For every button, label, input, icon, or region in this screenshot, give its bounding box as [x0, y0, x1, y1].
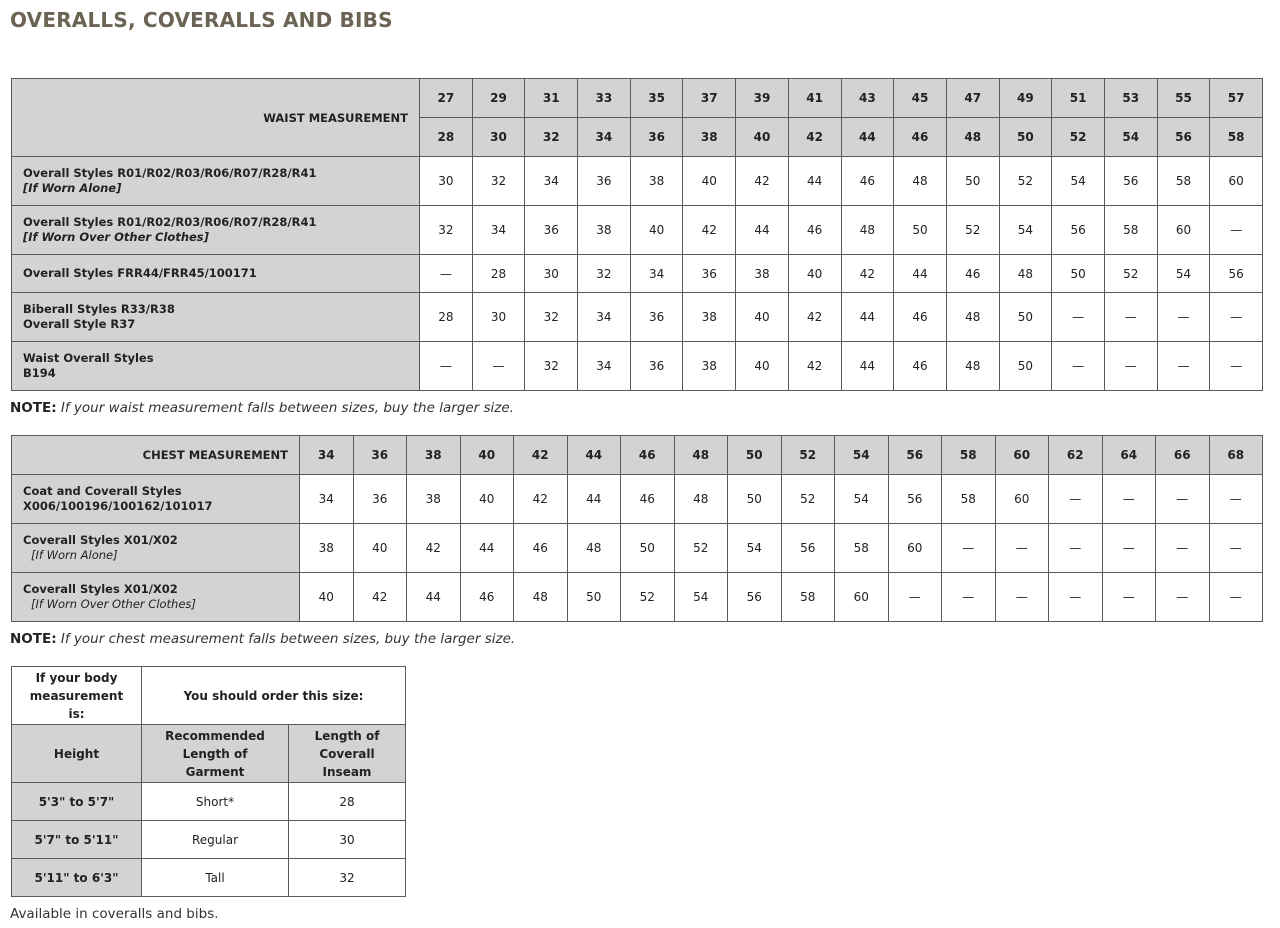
chest-header-label: CHEST MEASUREMENT [12, 436, 300, 475]
chest-size-header: 36 [353, 436, 407, 475]
table-cell: 40 [630, 206, 683, 255]
waist-size-header: 56 [1157, 118, 1210, 157]
chest-note-prefix: NOTE: [10, 631, 57, 647]
table-cell: 40 [683, 157, 736, 206]
row-label-sub: [If Worn Over Other Clothes] [23, 230, 209, 244]
table-cell: — [1102, 475, 1156, 524]
waist-size-header: 57 [1210, 79, 1263, 118]
table-cell: 58 [781, 573, 835, 622]
waist-size-header: 48 [946, 118, 999, 157]
table-cell: 56 [781, 524, 835, 573]
table-cell: 34 [578, 342, 631, 391]
table-cell: 56 [1210, 255, 1263, 293]
table-cell: — [1102, 524, 1156, 573]
table-cell: — [1210, 206, 1263, 255]
waist-size-header: 45 [894, 79, 947, 118]
table-cell: 44 [567, 475, 621, 524]
table-cell: — [1104, 342, 1157, 391]
table-cell: 28 [420, 293, 473, 342]
table-cell: 60 [995, 475, 1049, 524]
chest-size-header: 60 [995, 436, 1049, 475]
table-cell: 44 [736, 206, 789, 255]
table-cell: 30 [472, 293, 525, 342]
table-cell: — [1209, 475, 1263, 524]
table-cell: 36 [525, 206, 578, 255]
table-cell: 30 [525, 255, 578, 293]
table-cell: 42 [841, 255, 894, 293]
table-cell: 48 [894, 157, 947, 206]
table-cell: 50 [894, 206, 947, 255]
waist-size-header: 40 [736, 118, 789, 157]
table-cell: 36 [630, 342, 683, 391]
waist-note-text: If your waist measurement falls between sizes, buy the larger size. [56, 400, 514, 416]
waist-size-header: 29 [472, 79, 525, 118]
table-cell: 38 [578, 206, 631, 255]
table-cell: 50 [728, 475, 782, 524]
row-label [12, 255, 420, 293]
table-cell: 36 [578, 157, 631, 206]
table-cell: 42 [683, 206, 736, 255]
waist-size-header: 34 [578, 118, 631, 157]
waist-size-header: 42 [788, 118, 841, 157]
table-cell: 36 [630, 293, 683, 342]
waist-size-header: 49 [999, 79, 1052, 118]
table-cell: — [472, 342, 525, 391]
waist-size-header: 39 [736, 79, 789, 118]
table-cell: 54 [999, 206, 1052, 255]
waist-size-header: 35 [630, 79, 683, 118]
table-cell: — [942, 573, 996, 622]
col-length: Recommended Length of Garment [142, 725, 289, 783]
table-cell: 60 [1157, 206, 1210, 255]
table-row [12, 859, 406, 897]
height-length-table [11, 666, 406, 897]
col-height: Height [12, 725, 142, 783]
table-cell: 44 [894, 255, 947, 293]
waist-size-table [11, 78, 1263, 391]
waist-size-header: 32 [525, 118, 578, 157]
table-cell: 32 [578, 255, 631, 293]
table-cell: — [888, 573, 942, 622]
waist-size-header: 52 [1052, 118, 1105, 157]
table-cell: 52 [781, 475, 835, 524]
table-cell: 40 [788, 255, 841, 293]
chest-size-header: 34 [300, 436, 354, 475]
table-cell: 32 [472, 157, 525, 206]
chest-size-header: 66 [1156, 436, 1210, 475]
table-cell: 60 [888, 524, 942, 573]
table-cell: 44 [841, 342, 894, 391]
chest-size-header: 56 [888, 436, 942, 475]
chest-size-header: 50 [728, 436, 782, 475]
table-cell: 40 [736, 293, 789, 342]
waist-size-header: 38 [683, 118, 736, 157]
table-cell: 54 [1052, 157, 1105, 206]
footer-note: Available in coveralls and bibs. [10, 906, 219, 922]
table-cell: 44 [841, 293, 894, 342]
table-row [12, 206, 1263, 255]
chest-size-header: 42 [514, 436, 568, 475]
table-cell: 60 [835, 573, 889, 622]
row-label [12, 206, 420, 255]
table-cell: 50 [999, 293, 1052, 342]
row-label-text: Coverall Styles X01/X02 [23, 533, 178, 547]
row-label [12, 293, 420, 342]
table-cell: — [1052, 293, 1105, 342]
row-label [12, 573, 300, 622]
table-row [12, 255, 1263, 293]
table-cell: 56 [1104, 157, 1157, 206]
waist-size-header: 33 [578, 79, 631, 118]
table-cell: 42 [514, 475, 568, 524]
table-row [12, 293, 1263, 342]
chest-size-header: 40 [460, 436, 514, 475]
row-label-text: Waist Overall Styles [23, 351, 154, 365]
table-cell: — [420, 342, 473, 391]
table-cell: 32 [525, 293, 578, 342]
table-cell: — [1156, 524, 1210, 573]
table-cell: — [942, 524, 996, 573]
col-inseam: Length of Coverall Inseam [289, 725, 406, 783]
table-cell: 38 [683, 342, 736, 391]
table-cell: — [1049, 524, 1103, 573]
table-row [12, 475, 1263, 524]
table-cell: — [1209, 524, 1263, 573]
waist-size-header: 28 [420, 118, 473, 157]
table-row [12, 573, 1263, 622]
table-cell: 42 [788, 342, 841, 391]
table-cell: 54 [835, 475, 889, 524]
chest-size-header: 64 [1102, 436, 1156, 475]
table-cell: 58 [1157, 157, 1210, 206]
table-cell: — [1049, 573, 1103, 622]
table-cell: 50 [567, 573, 621, 622]
row-label-text: Overall Styles R01/R02/R03/R06/R07/R28/R41 [23, 215, 317, 229]
chest-size-table [11, 435, 1263, 622]
row-label [12, 524, 300, 573]
head-right: You should order this size: [142, 667, 406, 725]
table-cell: — [1049, 475, 1103, 524]
table-cell: 38 [736, 255, 789, 293]
table-cell: 56 [1052, 206, 1105, 255]
table-cell: 46 [788, 206, 841, 255]
table-cell: 52 [674, 524, 728, 573]
table-cell: — [1052, 342, 1105, 391]
chest-size-header: 62 [1049, 436, 1103, 475]
inseam-cell: 32 [289, 859, 406, 897]
table-cell: 46 [894, 293, 947, 342]
table-cell: 54 [728, 524, 782, 573]
waist-size-header: 53 [1104, 79, 1157, 118]
table-cell: 38 [683, 293, 736, 342]
table-cell: 40 [300, 573, 354, 622]
chest-note-text: If your chest measurement falls between sizes, buy the larger size. [56, 631, 516, 647]
waist-size-header: 44 [841, 118, 894, 157]
waist-size-header: 47 [946, 79, 999, 118]
waist-size-header: 37 [683, 79, 736, 118]
height-cell: 5'3" to 5'7" [12, 783, 142, 821]
waist-size-header: 43 [841, 79, 894, 118]
table-cell: 34 [630, 255, 683, 293]
table-cell: — [995, 573, 1049, 622]
table-cell: 56 [728, 573, 782, 622]
table-cell: 50 [999, 342, 1052, 391]
row-label [12, 342, 420, 391]
table-cell: 48 [514, 573, 568, 622]
height-cell: 5'11" to 6'3" [12, 859, 142, 897]
length-cell: Short* [142, 783, 289, 821]
table-cell: 38 [407, 475, 461, 524]
table-row [12, 821, 406, 859]
table-cell: 36 [353, 475, 407, 524]
table-cell: 58 [1104, 206, 1157, 255]
table-cell: 50 [621, 524, 675, 573]
waist-size-header: 54 [1104, 118, 1157, 157]
table-cell: 58 [835, 524, 889, 573]
row-label-sub: [If Worn Alone] [23, 181, 122, 195]
table-cell: 34 [300, 475, 354, 524]
row-label-text: Coverall Styles X01/X02 [23, 582, 178, 596]
waist-note [10, 400, 514, 416]
waist-size-header: 36 [630, 118, 683, 157]
row-label-sub: [If Worn Over Other Clothes] [31, 597, 196, 611]
table-cell: 48 [841, 206, 894, 255]
waist-size-header: 55 [1157, 79, 1210, 118]
row-label-text-2: B194 [23, 366, 56, 380]
table-cell: 28 [472, 255, 525, 293]
table-cell: 60 [1210, 157, 1263, 206]
row-label-text: Overall Styles R01/R02/R03/R06/R07/R28/R41 [23, 166, 317, 180]
row-label [12, 157, 420, 206]
table-cell: 52 [946, 206, 999, 255]
row-label-text: Biberall Styles R33/R38 [23, 302, 175, 316]
row-label-text-2: Overall Style R37 [23, 317, 136, 331]
table-cell: 40 [353, 524, 407, 573]
waist-size-header: 58 [1210, 118, 1263, 157]
table-cell: — [1157, 293, 1210, 342]
chest-size-header: 48 [674, 436, 728, 475]
table-cell: 44 [788, 157, 841, 206]
table-row [12, 157, 1263, 206]
table-cell: — [1209, 573, 1263, 622]
waist-note-prefix: NOTE: [10, 400, 57, 416]
row-label-text: Overall Styles FRR44/FRR45/100171 [23, 266, 257, 280]
table-cell: 54 [1157, 255, 1210, 293]
table-cell: 42 [736, 157, 789, 206]
table-cell: — [1210, 293, 1263, 342]
table-cell: — [995, 524, 1049, 573]
waist-header-label: WAIST MEASUREMENT [12, 79, 420, 157]
chest-size-header: 46 [621, 436, 675, 475]
waist-size-header: 46 [894, 118, 947, 157]
table-cell: 44 [460, 524, 514, 573]
table-cell: 46 [460, 573, 514, 622]
table-row [12, 342, 1263, 391]
chest-size-header: 54 [835, 436, 889, 475]
chest-size-header: 58 [942, 436, 996, 475]
table-cell: 50 [946, 157, 999, 206]
chest-size-header: 38 [407, 436, 461, 475]
table-cell: 46 [621, 475, 675, 524]
inseam-cell: 30 [289, 821, 406, 859]
table-cell: 46 [514, 524, 568, 573]
table-cell: — [1156, 475, 1210, 524]
table-cell: 38 [630, 157, 683, 206]
table-cell: 52 [999, 157, 1052, 206]
table-cell: 42 [407, 524, 461, 573]
waist-size-header: 30 [472, 118, 525, 157]
table-cell: 32 [525, 342, 578, 391]
table-cell: 34 [472, 206, 525, 255]
table-cell: 40 [736, 342, 789, 391]
table-cell: 48 [946, 293, 999, 342]
chest-size-header: 52 [781, 436, 835, 475]
table-cell: — [1102, 573, 1156, 622]
table-cell: 42 [353, 573, 407, 622]
table-cell: — [1210, 342, 1263, 391]
table-cell: 32 [420, 206, 473, 255]
row-label-sub: [If Worn Alone] [31, 548, 118, 562]
height-cell: 5'7" to 5'11" [12, 821, 142, 859]
row-label [12, 475, 300, 524]
table-cell: 38 [300, 524, 354, 573]
chest-note [10, 631, 515, 647]
table-cell: 58 [942, 475, 996, 524]
chest-size-header: 68 [1209, 436, 1263, 475]
row-label-text-2: X006/100196/100162/101017 [23, 499, 213, 513]
table-row [12, 783, 406, 821]
table-cell: — [1156, 573, 1210, 622]
waist-size-header: 50 [999, 118, 1052, 157]
table-cell: 48 [567, 524, 621, 573]
table-cell: 40 [460, 475, 514, 524]
length-cell: Tall [142, 859, 289, 897]
table-cell: — [1157, 342, 1210, 391]
table-cell: 46 [841, 157, 894, 206]
table-cell: 48 [674, 475, 728, 524]
waist-size-header: 31 [525, 79, 578, 118]
table-row [12, 524, 1263, 573]
row-label-text: Coat and Coverall Styles [23, 484, 182, 498]
table-cell: 30 [420, 157, 473, 206]
table-cell: 34 [578, 293, 631, 342]
table-cell: 52 [1104, 255, 1157, 293]
table-cell: — [1104, 293, 1157, 342]
table-cell: 34 [525, 157, 578, 206]
table-cell: 48 [946, 342, 999, 391]
table-cell: 46 [946, 255, 999, 293]
page-title: OVERALLS, COVERALLS AND BIBS [10, 8, 393, 32]
waist-size-header: 41 [788, 79, 841, 118]
table-cell: 44 [407, 573, 461, 622]
length-cell: Regular [142, 821, 289, 859]
head-left: If your body measurement is: [12, 667, 142, 725]
table-cell: 36 [683, 255, 736, 293]
table-cell: 56 [888, 475, 942, 524]
waist-size-header: 51 [1052, 79, 1105, 118]
table-cell: 42 [788, 293, 841, 342]
chest-size-header: 44 [567, 436, 621, 475]
table-cell: 54 [674, 573, 728, 622]
table-cell: — [420, 255, 473, 293]
waist-size-header: 27 [420, 79, 473, 118]
inseam-cell: 28 [289, 783, 406, 821]
table-cell: 50 [1052, 255, 1105, 293]
table-cell: 52 [621, 573, 675, 622]
table-cell: 46 [894, 342, 947, 391]
table-cell: 48 [999, 255, 1052, 293]
